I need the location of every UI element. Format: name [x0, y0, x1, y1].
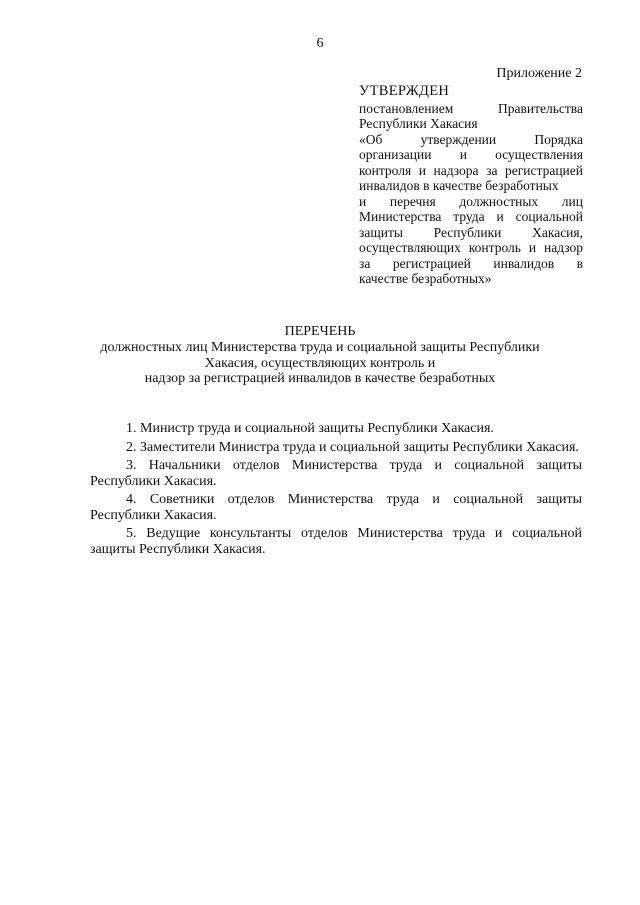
- subtitle-line: надзор за регистрацией инвалидов в качестве безработных: [144, 371, 496, 386]
- approval-line: контроля и надзора за регистрацией: [359, 162, 583, 178]
- list-item: 3. Начальники отделов Министерства труда и социальной защиты Республики Хакасия.: [90, 458, 582, 489]
- approval-line: осуществляющих контроль и надзор: [359, 240, 583, 255]
- list-item: 1. Министр труда и социальной защиты Республики Хакасия.: [126, 421, 494, 436]
- approval-line: организации и осуществления: [359, 147, 583, 162]
- subtitle-line: должностных лиц Министерства труда и социальной защиты Республики: [100, 340, 540, 355]
- approval-line: и перечня должностных лиц: [359, 193, 583, 209]
- approval-line: качестве безработных»: [359, 271, 492, 286]
- page-number: 6: [316, 36, 324, 51]
- approval-line: Министерства труда и социальной: [359, 209, 583, 224]
- approval-line: «Об утверждении Порядка: [359, 131, 583, 147]
- approval-title: УТВЕРЖДЕН: [359, 83, 450, 99]
- list-item: 4. Советники отделов Министерства труда и социальной защиты Республики Хакасия.: [90, 492, 582, 523]
- appendix-label: Приложение 2: [496, 66, 582, 81]
- approval-line: за регистрацией инвалидов в: [359, 255, 583, 271]
- subtitle-line: Хакасия, осуществляющих контроль и: [204, 355, 436, 371]
- officials-list: [90, 421, 582, 560]
- approval-block: [359, 84, 583, 287]
- list-item: 5. Ведущие консультанты отделов Министерства труда и социальной защиты Республики Хакасия.: [90, 526, 582, 557]
- approval-line: Республики Хакасия: [359, 116, 478, 131]
- approval-line: защиты Республики Хакасия,: [359, 224, 583, 240]
- approval-line: инвалидов в качестве безработных: [359, 178, 559, 193]
- list-title: ПЕРЕЧЕНЬ: [284, 324, 356, 339]
- approval-line: постановлением Правительства: [359, 100, 583, 116]
- list-subtitle: [0, 340, 640, 387]
- list-item: 2. Заместители Министра труда и социальной защиты Республики Хакасия.: [126, 439, 579, 455]
